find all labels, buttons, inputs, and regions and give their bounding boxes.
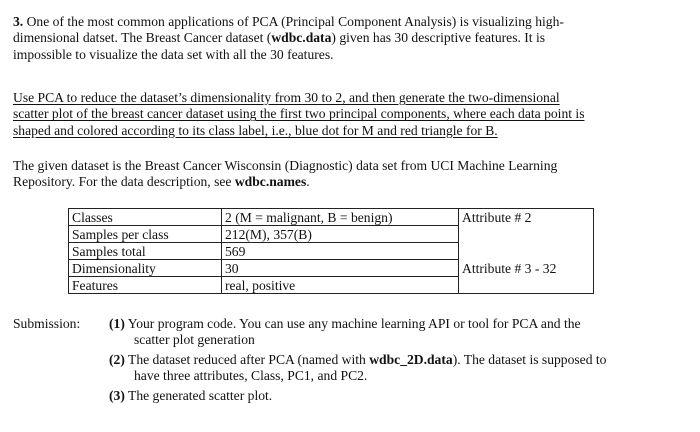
row-value: 569 (222, 243, 459, 260)
task-line-1: Use PCA to reduce the dataset’s dimensionality from 30 to 2, and then generate the two-dimensional (13, 90, 560, 105)
table-row (69, 260, 594, 277)
reduced-filename: wdbc_2D.data (369, 352, 453, 367)
item-2-line-2: have three attributes, Class, PC1, and PC2. (134, 368, 368, 384)
item-1-number: (1) (109, 316, 125, 331)
item-2-number: (2) (109, 352, 125, 367)
submission-label: Submission: (13, 316, 81, 331)
item-1-line-1 (109, 316, 693, 332)
row-value: 212(M), 357(B) (222, 226, 459, 243)
row-value: real, positive (222, 277, 459, 294)
dataset-spec-table (68, 208, 594, 294)
dataset-line-2 (13, 174, 685, 190)
item-3-number: (3) (109, 388, 125, 403)
intro-text-2c: ) given has 30 descriptive features. It is (331, 30, 546, 46)
problem-paragraph-intro (13, 14, 685, 63)
item-3-line-1 (109, 388, 693, 404)
intro-line-2 (13, 30, 685, 46)
attribute-spacer-cell (459, 226, 594, 243)
row-label: Dimensionality (69, 260, 222, 277)
submission-item-3 (109, 388, 693, 404)
intro-line-3: impossible to visualize the data set with all the 30 features. (13, 46, 334, 62)
dataset-text-2c: . (306, 174, 310, 190)
intro-line-1 (13, 14, 685, 30)
attribute-2-cell: Attribute # 2 (459, 209, 594, 226)
dataset-filename: wdbc.data (271, 30, 332, 46)
attribute-spacer-cell (459, 243, 594, 260)
table-row (69, 209, 594, 226)
item-2-text-c: ). The dataset is supposed to (452, 352, 607, 367)
dataset-line-1: The given dataset is the Breast Cancer Wisconsin (Diagnostic) data set from UCI Machine Learning (13, 158, 558, 173)
intro-text-2a: dimensional datset. The Breast Cancer dataset ( (13, 30, 272, 46)
row-label: Samples total (69, 243, 222, 260)
intro-text-1: One of the most common applications of PCA (Principal Component Analysis) is visualizing high- (26, 14, 564, 29)
dataset-text-2a: Repository. For the data description, see (13, 174, 235, 190)
names-filename: wdbc.names (234, 174, 307, 190)
row-value: 2 (M = malignant, B = benign) (222, 209, 459, 226)
item-2-line-1 (109, 352, 693, 368)
dataset-paragraph (13, 158, 685, 191)
table-row (69, 243, 594, 260)
problem-number: 3. (13, 14, 24, 29)
task-line-2: scatter plot of the breast cancer dataset using the first two principal components, where each data point is (13, 106, 585, 122)
attribute-spacer-cell (459, 277, 594, 294)
item-2-text-a: The dataset reduced after PCA (named with (124, 352, 370, 367)
task-paragraph (13, 90, 685, 139)
item-1-line-2: scatter plot generation (134, 332, 255, 348)
attribute-3-32-cell: Attribute # 3 - 32 (459, 260, 594, 277)
task-line-3: shaped and colored according to its class label, i.e., blue dot for M and red triangle for B. (13, 122, 498, 138)
row-value: 30 (222, 260, 459, 277)
row-label: Classes (69, 209, 222, 226)
item-1-text: Your program code. You can use any machine learning API or tool for PCA and the (124, 316, 581, 331)
item-3-text: The generated scatter plot. (124, 388, 273, 403)
table-row (69, 226, 594, 243)
row-label: Samples per class (69, 226, 222, 243)
table-row (69, 277, 594, 294)
submission-item-2 (109, 352, 693, 385)
row-label: Features (69, 277, 222, 294)
submission-item-1 (109, 316, 693, 349)
